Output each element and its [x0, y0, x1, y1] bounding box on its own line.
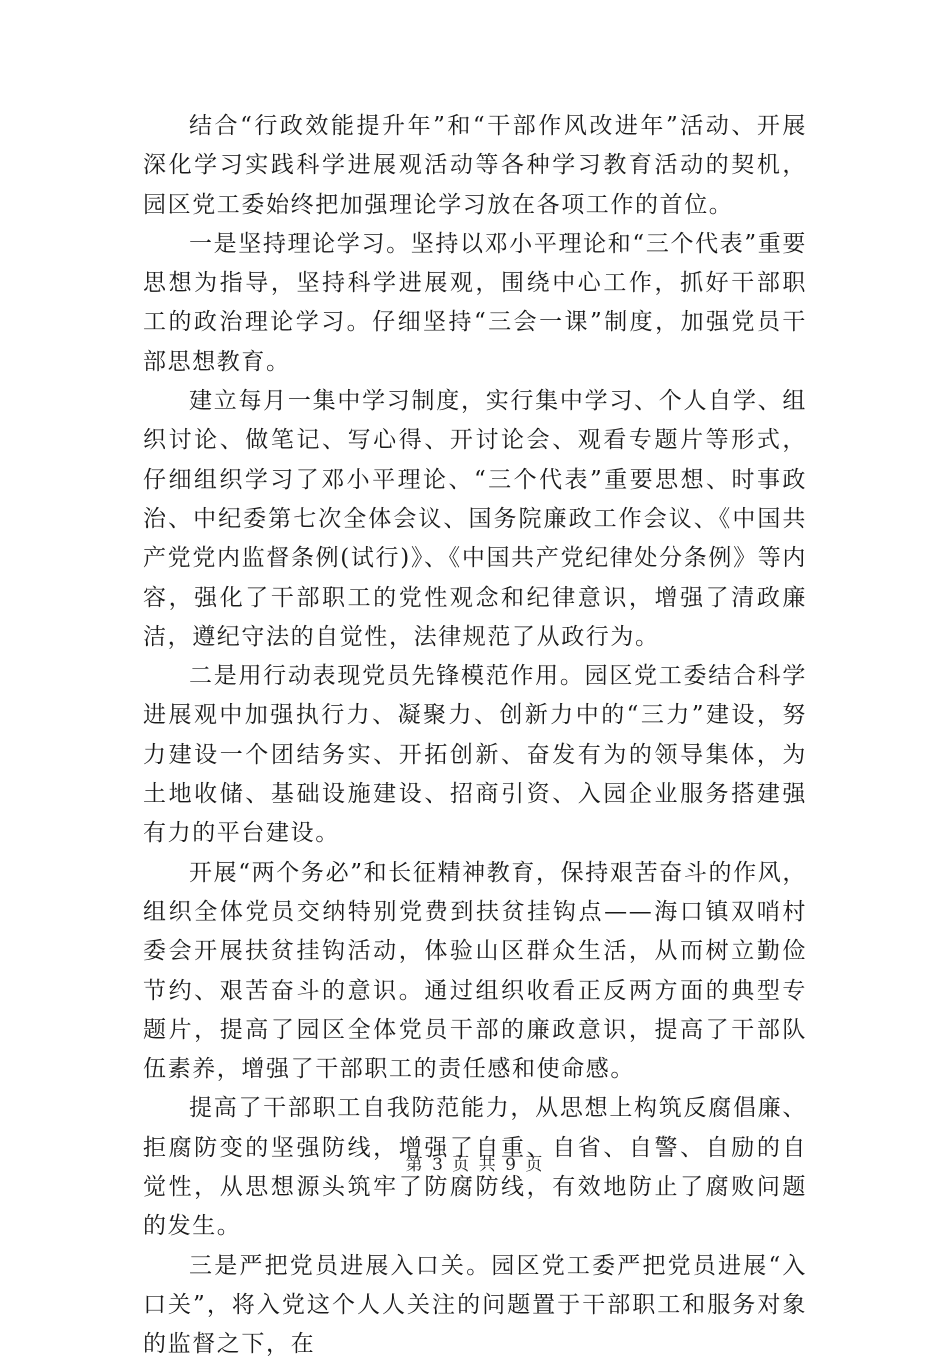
paragraph-3: 建立每月一集中学习制度，实行集中学习、个人自学、组织讨论、做笔记、写心得、开讨论会、观看专题片等形式，仔细组织学习了邓小平理论、“三个代表”重要思想、时事政治、中纪委第七次全体会议、国务院廉政工作会议、《中国共产党党内监督条例(试行)》、《中国共产党纪律处分条例》等内容，强化了干部职工的党性观念和纪律意识，增强了清政廉洁，遵纪守法的自觉性，法律规范了从政行为。 [143, 388, 807, 650]
paragraph-2: 一是坚持理论学习。坚持以邓小平理论和“三个代表”重要思想为指导，坚持科学进展观，围绕中心工作，抓好干部职工的政治理论学习。仔细坚持“三会一课”制度，加强党员干部思想教育。 [143, 230, 807, 375]
paragraph-6: 提高了干部职工自我防范能力，从思想上构筑反腐倡廉、拒腐防变的坚强防线，增强了自重、自省、自警、自励的自觉性，从思想源头筑牢了防腐防线，有效地防止了腐败问题的发生。 [143, 1095, 807, 1240]
paragraph-7: 三是严把党员进展入口关。园区党工委严把党员进展“入口关”，将入党这个人人关注的问题置于干部职工和服务对象的监督之下，在 [143, 1252, 807, 1358]
page-number-footer: 第 3 页 共 9 页 [405, 1155, 545, 1175]
paragraph-1: 结合“行政效能提升年”和“干部作风改进年”活动、开展深化学习实践科学进展观活动等各种学习教育活动的契机，园区党工委始终把加强理论学习放在各项工作的首位。 [143, 113, 807, 218]
paragraph-5: 开展“两个务必”和长征精神教育，保持艰苦奋斗的作风，组织全体党员交纳特别党费到扶贫挂钩点——海口镇双哨村委会开展扶贫挂钩活动，体验山区群众生活，从而树立勤俭节约、艰苦奋斗的意识。通过组织收看正反两方面的典型专题片，提高了园区全体党员干部的廉政意识，提高了干部队伍素养，增强了干部职工的责任感和使命感。 [143, 859, 807, 1083]
paragraph-4: 二是用行动表现党员先锋模范作用。园区党工委结合科学进展观中加强执行力、凝聚力、创新力中的“三力”建设，努力建设一个团结务实、开拓创新、奋发有为的领导集体，为土地收储、基础设施建设、招商引资、入园企业服务搭建强有力的平台建设。 [143, 663, 807, 847]
document-body [143, 107, 807, 1365]
